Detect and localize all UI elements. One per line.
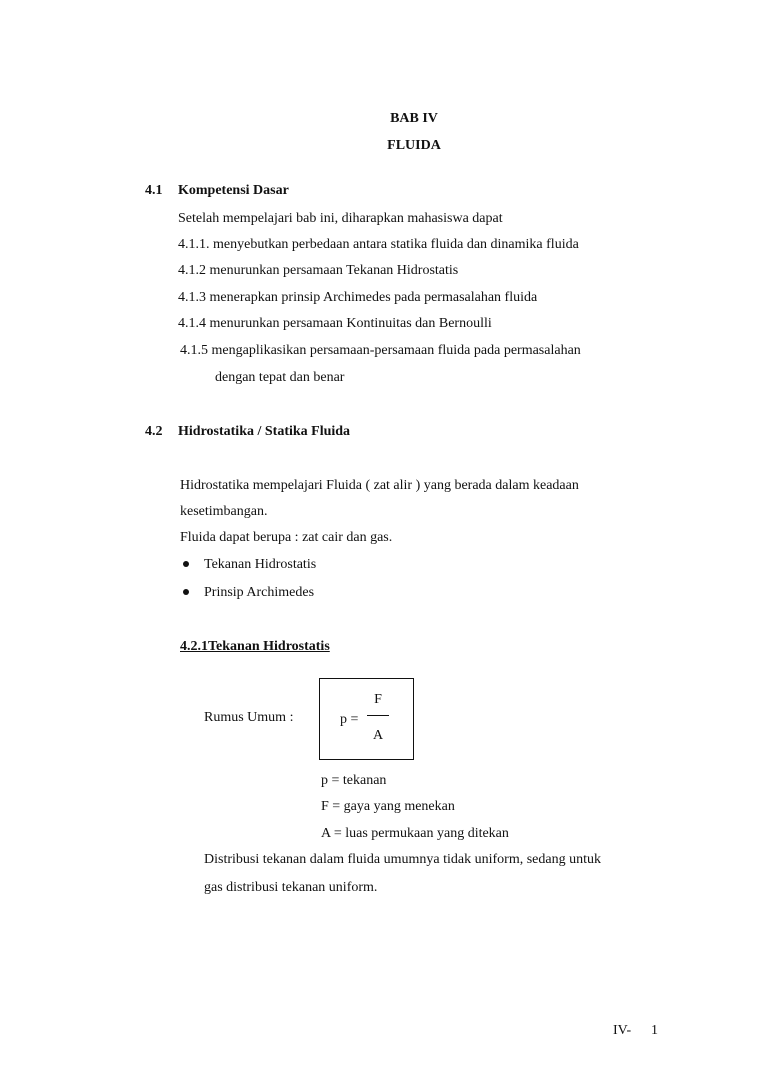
section-4-2-para-line-2: kesetimbangan. [180,504,268,519]
closing-line-1: Distribusi tekanan dalam fluida umumnya tidak uniform, sedang untuk [204,852,601,867]
formula-box [319,678,414,760]
definition-p: p = tekanan [321,773,387,788]
chapter-title: FLUIDA [387,138,441,153]
definition-a: A = luas permukaan yang ditekan [321,826,509,841]
page-label: IV- [613,1023,632,1038]
formula-denominator: A [372,728,384,743]
section-4-1-number: 4.1 [145,183,163,198]
definition-f: F = gaya yang menekan [321,799,455,814]
formula-label: Rumus Umum : [204,710,294,725]
bullet-item-2: Prinsip Archimedes [204,585,315,600]
section-4-2-heading: Hidrostatika / Statika Fluida [178,424,351,439]
section-4-2-para-line-1: Hidrostatika mempelajari Fluida ( zat alir ) yang berada dalam keadaan [180,478,579,493]
competency-item-2: 4.1.2 menurunkan persamaan Tekanan Hidrostatis [178,263,459,278]
competency-item-5-continued: dengan tepat dan benar [215,370,345,385]
section-4-1-heading: Kompetensi Dasar [178,183,289,198]
competency-item-4: 4.1.4 menurunkan persamaan Kontinuitas dan Bernoulli [178,316,492,331]
competency-item-3: 4.1.3 menerapkan prinsip Archimedes pada permasalahan fluida [178,290,538,305]
fraction-bar [367,715,389,716]
closing-line-2: gas distribusi tekanan uniform. [204,880,378,895]
bullet-dot-1 [183,561,189,567]
bullet-dot-2 [183,589,189,595]
section-4-2-para-line-3: Fluida dapat berupa : zat cair dan gas. [180,530,393,545]
competency-item-1: 4.1.1. menyebutkan perbedaan antara statika fluida dan dinamika fluida [178,237,579,252]
chapter-number: BAB IV [390,111,438,126]
section-4-1-intro: Setelah mempelajari bab ini, diharapkan mahasiswa dapat [178,211,503,226]
page-number: 1 [651,1023,658,1038]
competency-item-5: 4.1.5 mengaplikasikan persamaan-persamaan fluida pada permasalahan [180,343,581,358]
formula-numerator: F [374,692,382,707]
bullet-item-1: Tekanan Hidrostatis [204,557,317,572]
section-4-2-number: 4.2 [145,424,163,439]
formula-lhs: p = [340,712,359,727]
subsection-4-2-1-heading: 4.2.1Tekanan Hidrostatis [180,639,330,654]
